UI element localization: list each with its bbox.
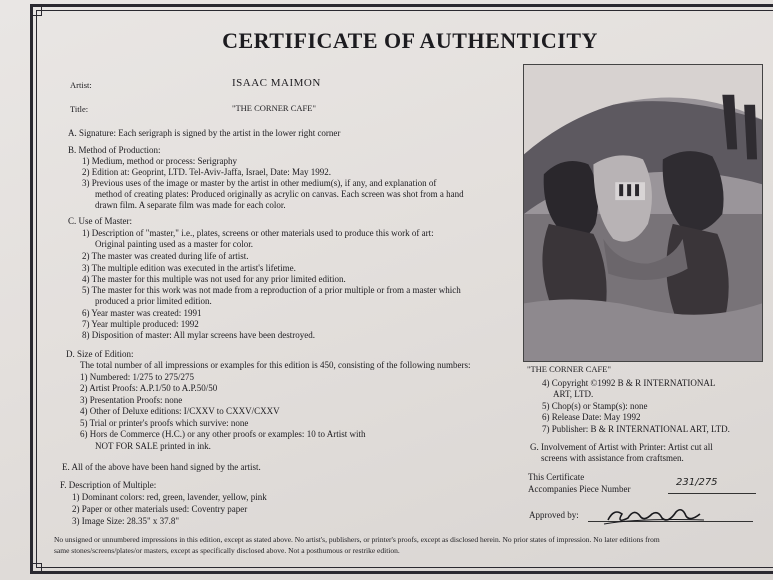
section-c-line: 3) The multiple edition was executed in the artist's lifetime. [82, 263, 296, 273]
section-g-line: screens with assistance from craftsmen. [541, 453, 684, 463]
artwork-caption: "THE CORNER CAFE" [527, 364, 611, 374]
border-corner-ornament [32, 563, 42, 573]
border-corner-ornament [32, 6, 42, 16]
artwork-title: "THE CORNER CAFE" [232, 103, 316, 113]
section-b-line: 1) Medium, method or process: Serigraphy [82, 156, 237, 166]
section-c-line: 7) Year multiple produced: 1992 [82, 319, 199, 329]
section-d-line: NOT FOR SALE printed in ink. [95, 441, 211, 451]
piece-number-label: Accompanies Piece Number [528, 484, 631, 494]
right-detail-line: 4) Copyright ©1992 B & R INTERNATIONAL [542, 378, 716, 388]
section-d-line: 4) Other of Deluxe editions: I/CXXV to CXXV/CXXV [80, 406, 280, 416]
piece-number-handwritten: 231/275 [676, 477, 718, 488]
section-f-line: 1) Dominant colors: red, green, lavender, yellow, pink [72, 492, 267, 502]
section-d-line: 6) Hors de Commerce (H.C.) or any other proofs or examples: 10 to Artist with [80, 429, 366, 439]
section-c-line: 4) The master for this multiple was not used for any prior limited edition. [82, 274, 346, 284]
section-d-heading: D. Size of Edition: [66, 349, 134, 359]
approval-signature [600, 500, 710, 530]
section-g-line: G. Involvement of Artist with Printer: Artist cut all [530, 442, 713, 452]
section-c-line: 6) Year master was created: 1991 [82, 308, 202, 318]
approved-by-label: Approved by: [529, 510, 579, 520]
section-d-line: 1) Numbered: 1/275 to 275/275 [80, 372, 194, 382]
title-label: Title: [70, 104, 89, 114]
section-c-line: produced a prior limited edition. [95, 296, 212, 306]
section-d-line: 2) Artist Proofs: A.P.1/50 to A.P.50/50 [80, 383, 218, 393]
section-d-line: 5) Trial or printer's proofs which survive: none [80, 418, 249, 428]
certificate-title: CERTIFICATE OF AUTHENTICITY [222, 28, 598, 53]
section-d-line: The total number of all impressions or examples for this edition is 450, consisting of the following numbers: [80, 360, 471, 370]
section-c-line: Original painting used as a master for color. [95, 239, 253, 249]
artwork-image [523, 64, 763, 362]
section-b-line: 3) Previous uses of the image or master by the artist in other medium(s), if any, and explanation of [82, 178, 437, 188]
section-b-heading: B. Method of Production: [68, 145, 161, 155]
section-c-line: 8) Disposition of master: All mylar screens have been destroyed. [82, 330, 315, 340]
section-c-line: 2) The master was created during life of artist. [82, 251, 249, 261]
footer-disclaimer-line: No unsigned or unnumbered impressions in this edition, except as stated above. No artist's, publishers, or printer's proofs, except as disclosed herein. No prior states of impression. No later editions from [54, 535, 660, 544]
right-detail-line: 7) Publisher: B & R INTERNATIONAL ART, LTD. [542, 424, 730, 434]
right-detail-line: 5) Chop(s) or Stamp(s): none [542, 401, 648, 411]
section-c-line: 5) The master for this work was not made from a reproduction of a prior multiple or from a master which [82, 285, 461, 295]
section-b-line: method of creating plates: Produced originally as acrylic on canvas. Each screen was shot from a hand [95, 189, 464, 199]
certificate-accompanies-label: This Certificate [528, 472, 585, 482]
section-e-hand-signed: E. All of the above have been hand signed by the artist. [62, 462, 261, 472]
artist-label: Artist: [70, 80, 92, 90]
right-detail-line: ART, LTD. [553, 389, 594, 399]
section-b-line: 2) Edition at: Geoprint, LTD. Tel-Aviv-Jaffa, Israel, Date: May 1992. [82, 167, 331, 177]
section-c-heading: C. Use of Master: [68, 216, 132, 226]
section-f-line: 3) Image Size: 28.35" x 37.8" [72, 516, 180, 526]
section-a-signature: A. Signature: Each serigraph is signed by the artist in the lower right corner [68, 128, 341, 138]
right-detail-line: 6) Release Date: May 1992 [542, 412, 641, 422]
section-d-line: 3) Presentation Proofs: none [80, 395, 183, 405]
piece-number-underline [668, 493, 756, 494]
section-f-line: 2) Paper or other materials used: Coventry paper [72, 504, 248, 514]
footer-disclaimer-line: same stones/screens/plates/or masters, except as specifically disclosed above. Not a posthumous or restrike edition. [54, 546, 400, 555]
section-f-heading: F. Description of Multiple: [60, 480, 157, 490]
section-c-line: 1) Description of "master," i.e., plates, screens or other materials used to produce this work of art: [82, 228, 434, 238]
section-b-line: drawn film. A separate film was made for each color. [95, 200, 286, 210]
artist-name: ISAAC MAIMON [232, 77, 321, 89]
